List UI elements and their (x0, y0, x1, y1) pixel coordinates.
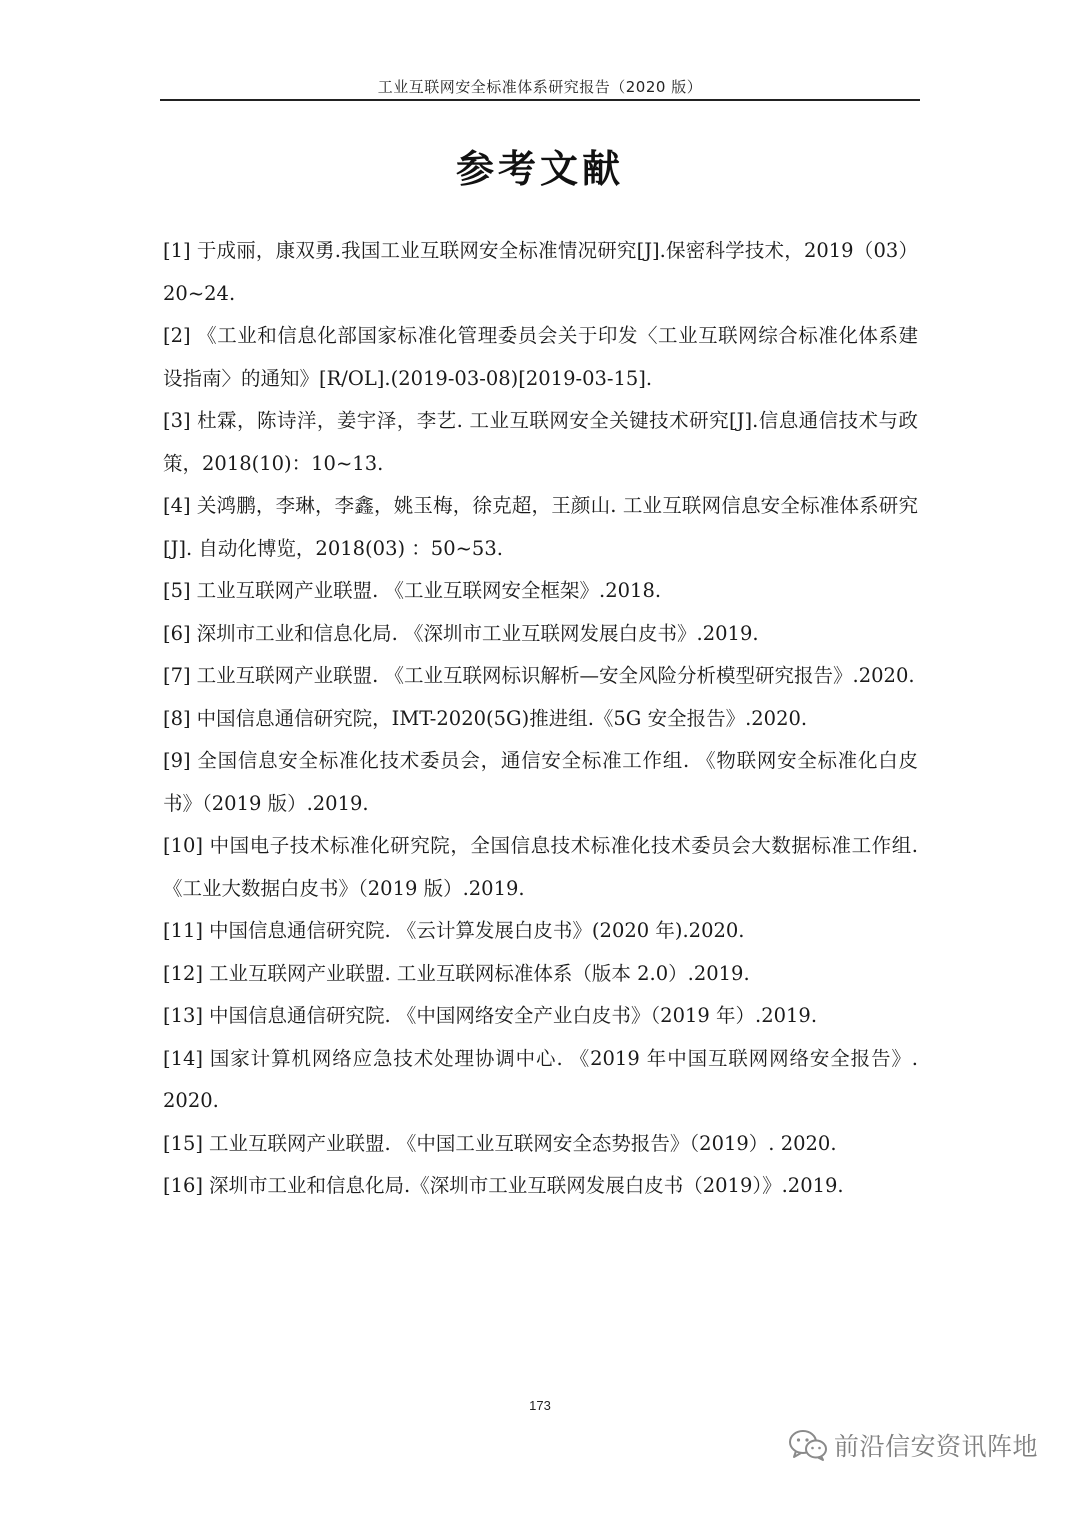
reference-number: [3] (163, 409, 191, 432)
header-divider (160, 99, 920, 101)
reference-item (163, 230, 918, 315)
reference-number: [14] (163, 1046, 204, 1070)
reference-item (163, 400, 918, 485)
reference-text: 深圳市工业和信息化局. 《深圳市工业互联网发展白皮书》.2019. (196, 621, 759, 645)
reference-number: [11] (163, 919, 204, 942)
reference-number: [4] (163, 494, 191, 517)
reference-item (163, 1165, 918, 1208)
reference-number: [10] (163, 834, 204, 857)
reference-number: [16] (163, 1174, 204, 1197)
reference-text: 中国信息通信研究院，IMT-2020(5G)推进组.《5G 安全报告》.2020. (196, 706, 808, 730)
reference-item (163, 825, 918, 910)
reference-number: [7] (163, 664, 191, 687)
source-watermark (788, 1423, 1038, 1467)
reference-item (163, 1123, 918, 1166)
reference-text: 中国信息通信研究院. 《中国网络安全产业白皮书》（2019 年）.2019. (209, 1004, 818, 1027)
reference-text: 关鸿鹏，李琳，李鑫，姚玉梅，徐克超，王颜山. 工业互联网信息安全标准体系研究[J]. 自动化博览，2018(03) ：50~53. (163, 494, 918, 560)
watermark-text: 前沿信安资讯阵地 (834, 1432, 1039, 1461)
reference-text: 全国信息安全标准化技术委员会，通信安全标准工作组. 《物联网安全标准化白皮书》（2019 版）.2019. (163, 749, 918, 815)
reference-text: 深圳市工业和信息化局.《深圳市工业互联网发展白皮书（2019）》.2019. (209, 1174, 844, 1197)
reference-item (163, 570, 918, 613)
wechat-icon (788, 1428, 828, 1462)
reference-item (163, 740, 918, 825)
page-title: 参考文献 (455, 147, 624, 191)
reference-item (163, 315, 918, 400)
reference-text: 工业互联网产业联盟. 《中国工业互联网安全态势报告》（2019）. 2020. (209, 1131, 837, 1155)
reference-number: [2] (163, 324, 191, 347)
reference-text: 工业互联网产业联盟. 《工业互联网安全框架》.2018. (196, 579, 662, 602)
reference-number: [15] (163, 1131, 204, 1155)
reference-number: [5] (163, 579, 191, 602)
running-header: 工业互联网安全标准体系研究报告（2020 版） (377, 78, 703, 96)
reference-text: 国家计算机网络应急技术处理协调中心. 《2019 年中国互联网网络安全报告》. 2020. (163, 1046, 918, 1112)
reference-number: [8] (163, 706, 191, 730)
reference-text: 杜霖，陈诗洋，姜宇泽，李艺. 工业互联网安全关键技术研究[J].信息通信技术与政策，2018(10)：10~13. (163, 409, 918, 475)
reference-text: 中国信息通信研究院. 《云计算发展白皮书》(2020 年).2020. (209, 919, 745, 942)
reference-text: 工业互联网产业联盟. 《工业互联网标识解析—安全风险分析模型研究报告》.2020. (196, 664, 915, 687)
reference-number: [6] (163, 621, 191, 645)
reference-list (163, 230, 918, 1208)
reference-item (163, 910, 918, 953)
reference-number: [9] (163, 749, 191, 772)
reference-text: 于成丽，康双勇.我国工业互联网安全标准情况研究[J].保密科学技术，2019（03）20~24. (163, 239, 918, 305)
reference-item (163, 485, 918, 570)
reference-item (163, 995, 918, 1038)
reference-text: 中国电子技术标准化研究院，全国信息技术标准化技术委员会大数据标准工作组. 《工业大数据白皮书》（2019 版）.2019. (163, 834, 918, 900)
page-number: 173 (529, 1398, 551, 1413)
reference-number: [1] (163, 239, 191, 262)
reference-number: [12] (163, 961, 204, 985)
reference-item (163, 698, 918, 741)
reference-text: 《工业和信息化部国家标准化管理委员会关于印发〈工业互联网综合标准化体系建设指南〉的通知》[R/OL].(2019-03-08)[2019-03-15]. (163, 324, 918, 390)
reference-item (163, 613, 918, 656)
reference-item (163, 953, 918, 996)
reference-item (163, 655, 918, 698)
reference-item (163, 1038, 918, 1123)
reference-text: 工业互联网产业联盟. 工业互联网标准体系（版本 2.0）.2019. (209, 961, 750, 985)
reference-number: [13] (163, 1004, 204, 1027)
